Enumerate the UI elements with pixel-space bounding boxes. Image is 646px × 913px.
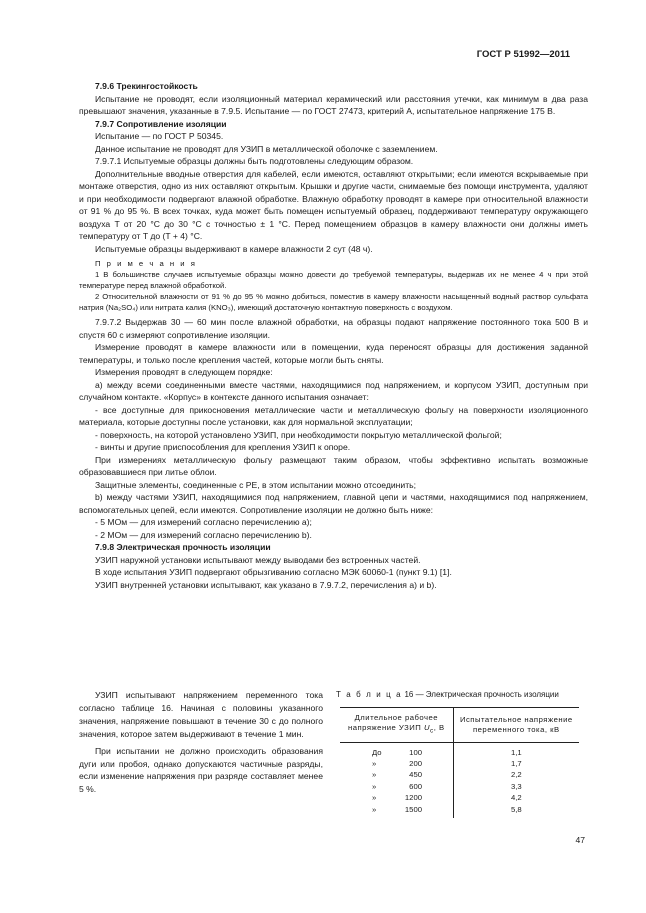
notes-block — [79, 258, 588, 313]
paragraph: Измерения проводят в следующем порядке: — [95, 367, 273, 377]
cell-value: 450 — [409, 770, 422, 780]
paragraph: УЗИП внутренней установки испытывают, как указано в 7.9.7.2, перечисления a) и b). — [95, 579, 437, 590]
cell-voltage — [340, 758, 453, 769]
table-header-test-voltage: Испытательное напряжение переменного тока, кВ — [453, 708, 579, 743]
cell-value: 200 — [409, 758, 422, 768]
paragraph: При измерениях металлическую фольгу размещают таким образом, чтобы эффективно испытать возможные образовавшиеся при литье облои. — [79, 454, 588, 477]
note-item: 1 В большинстве случаев испытуемые образцы можно довести до требуемой температуры, выдержав их не менее 4 ч при этой температуре перед влажной обработкой. — [79, 270, 588, 290]
paragraph: УЗИП испытывают напряжением переменного тока согласно таблице 16. Начиная с половины указанного значения, напряжение повышают в течение 30 с до полного значения, которое затем выдерживают в течение 1 мин. — [79, 690, 323, 739]
dielectric-strength-table — [340, 707, 579, 818]
standard-header: ГОСТ Р 51992—2011 — [476, 49, 570, 60]
section-7-9-7-2-8 — [79, 316, 588, 591]
cell-value: 100 — [409, 747, 422, 757]
cell-voltage — [340, 781, 453, 792]
paragraph: В ходе испытания УЗИП подвергают обрызгиванию согласно МЭК 60060-1 (пункт 9.1) [1]. — [95, 567, 452, 577]
cell-prefix: » — [372, 804, 377, 814]
paragraph: - винты и другие приспособления для крепления УЗИП к опоре. — [95, 442, 351, 452]
bottom-block — [79, 689, 588, 839]
paragraph: Защитные элементы, соединенные с PE, в этом испытании можно отсоединить; — [95, 479, 416, 490]
cell-value: 1500 — [404, 804, 422, 814]
cell-voltage — [340, 769, 453, 780]
cell-test-voltage: 1,1 — [453, 742, 579, 758]
paragraph: УЗИП наружной установки испытывают между выводами без встроенных частей. — [95, 554, 421, 565]
paragraph: - все доступные для прикосновения металлические части и металлическую фольгу на поверхности изоляционного материала, которые доступны после установки, как для нормальной эксплуатации; — [79, 404, 588, 427]
main-text — [79, 80, 588, 591]
table-row — [340, 742, 579, 758]
table-header-voltage: Длительное рабочее напряжение УЗИП $U_c$, В — [340, 708, 453, 743]
cell-test-voltage: 5,8 — [453, 804, 579, 818]
cell-prefix: » — [372, 781, 377, 791]
dielectric-test-text — [79, 689, 323, 796]
cell-value: 1200 — [404, 793, 422, 803]
symbol-sub: c — [430, 727, 434, 735]
paragraph: Испытание не проводят, если изоляционный материал керамический или расстояния утечки, как минимум в два раза превышают значения, указанные в 7.9.5. Испытание — по ГОСТ 27473, критерий A, испытательное напряжение 175 В. — [79, 93, 588, 116]
cell-prefix: » — [372, 793, 377, 803]
cell-voltage — [340, 804, 453, 818]
cell-prefix: » — [372, 770, 377, 780]
table-row — [340, 792, 579, 803]
table-row — [340, 781, 579, 792]
section-7-9-6-7 — [79, 80, 588, 255]
section-heading: 7.9.7 Сопротивление изоляции — [95, 118, 227, 129]
paragraph: - поверхность, на которой установлено УЗИП, при необходимости покрытую металлической фольгой; — [95, 429, 502, 440]
paragraph: Испытуемые образцы выдерживают в камере влажности 2 сут (48 ч). — [95, 243, 373, 254]
section-heading: 7.9.6 Трекингостойкость — [95, 81, 198, 91]
paragraph: Измерение проводят в камере влажности или в помещении, куда переносят образцы для достижения заданной температуры, и только после крепления частей, которые могли быть сняты. — [79, 342, 588, 365]
paragraph: 7.9.7.2 Выдержав 30 — 60 мин после влажной обработки, на образцы подают напряжение постоянного тока 500 В и спустя 60 с измеряют сопротивление изоляции. — [79, 317, 588, 340]
cell-test-voltage: 3,3 — [453, 781, 579, 792]
paragraph: 7.9.7.1 Испытуемые образцы должны быть подготовлены следующим образом. — [95, 156, 414, 166]
cell-prefix: До — [372, 747, 382, 757]
paragraph: - 5 МОм — для измерений согласно перечислению a); — [95, 517, 312, 527]
note-item: 2 Относительной влажности от 91 % до 95 % можно добиться, поместив в камеру влажности насыщенный водный раствор сульфата натрия (Na₂SO₄) или нитрата калия (KNO₃), имеющий достаточную контактную поверхность с воздухом. — [79, 292, 588, 312]
paragraph: - 2 МОм — для измерений согласно перечислению b). — [95, 529, 312, 540]
table-caption: Т а б л и ц а 16 — Электрическая прочность изоляции — [336, 690, 559, 699]
page-number: 47 — [575, 835, 585, 845]
cell-test-voltage: 4,2 — [453, 792, 579, 803]
table-row — [340, 758, 579, 769]
cell-test-voltage: 2,2 — [453, 769, 579, 780]
symbol-u: U — [423, 723, 431, 732]
cell-value: 600 — [409, 781, 422, 791]
cell-prefix: » — [372, 758, 377, 768]
cell-test-voltage: 1,7 — [453, 758, 579, 769]
table-16 — [336, 689, 588, 818]
paragraph: Данное испытание не проводят для УЗИП в металлической оболочке с заземлением. — [95, 143, 438, 154]
cell-voltage — [340, 792, 453, 803]
table-row — [340, 804, 579, 818]
paragraph: a) между всеми соединенными вместе частями, находящимися под напряжением, и корпусом УЗИП, доступным при случайном контакте. «Корпус» в контексте данного испытания означает: — [79, 379, 588, 402]
paragraph: При испытании не должно происходить образования дуги или пробоя, однако допускаются частичные разряды, если изменение напряжения при разряде составляет менее 5 %. — [79, 745, 323, 795]
table-row — [340, 769, 579, 780]
paragraph: Дополнительные вводные отверстия для кабелей, если имеются, оставляют открытыми; если имеются вскрываемые при монтаже отверстия, одно из них оставляют открытым. Крышки и другие части, снимаемые без помощи инструмента, удаляют и при необходимости подвергают влажной обработке. Влажную обработку проводят в камере при относительной влажности от 91 % до 95 %. В всех точках, куда может быть помещен испытуемый образец, поддерживают температуру окружающего воздуха T от 20 °С до 30 °С с точностью ± 1 °С. Перед помещением образцов в камеру влажности они должны иметь температуру от T до (T + 4) °С. — [79, 168, 588, 241]
section-heading: 7.9.8 Электрическая прочность изоляции — [95, 542, 271, 552]
paragraph: b) между частями УЗИП, находящимися под напряжением, главной цепи и частями, находящимися под напряжением, вспомогательных цепей, если имеются. Сопротивление изоляции не должно быть ниже: — [79, 492, 588, 515]
notes-heading: П р и м е ч а н и я — [95, 259, 197, 268]
paragraph: Испытание — по ГОСТ Р 50345. — [95, 131, 224, 141]
cell-voltage — [340, 742, 453, 758]
